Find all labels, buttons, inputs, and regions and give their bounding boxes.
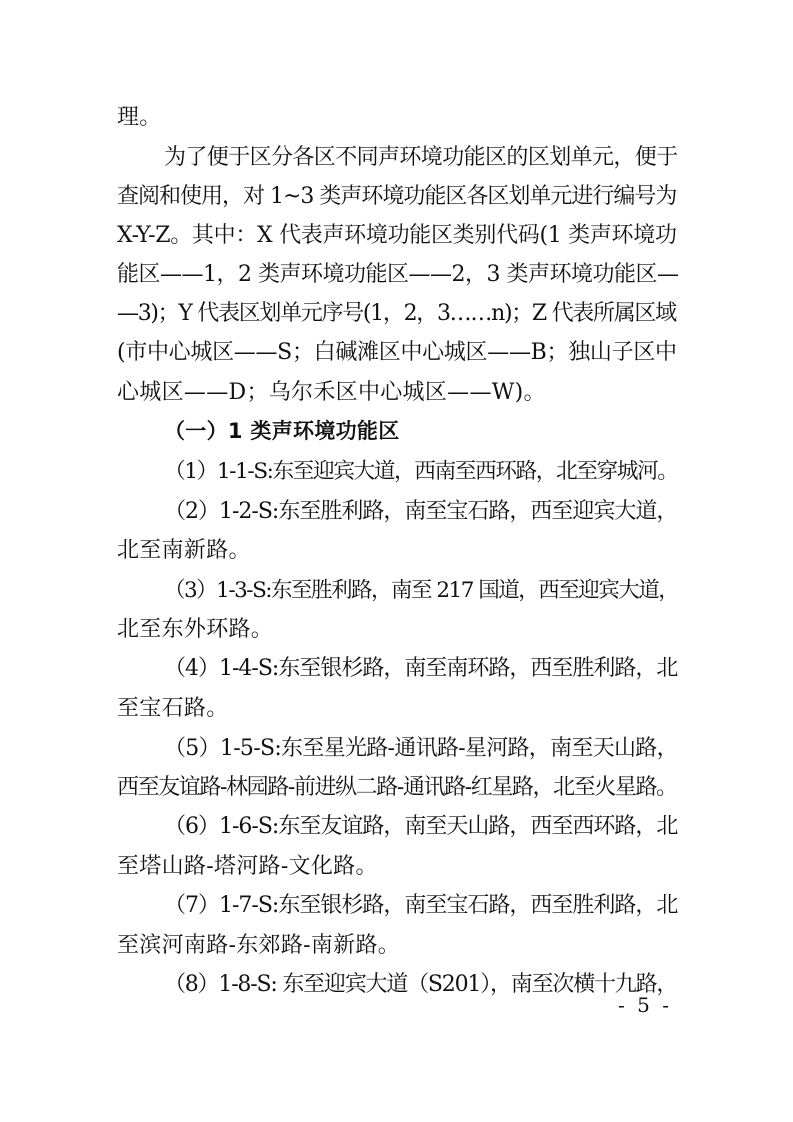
body-text-line: 能区——1，2 类声环境功能区——2，3 类声环境功能区— bbox=[117, 262, 679, 287]
body-text-line: 为了便于区分各区不同声环境功能区的区划单元，便于 bbox=[164, 145, 678, 170]
list-item-line: 西至友谊路-林园路-前进纵二路-通讯路-红星路，北至火星路。 bbox=[117, 775, 677, 800]
list-item-line: （1）1-1-S:东至迎宾大道，西南至西环路，北至穿城河。 bbox=[164, 459, 678, 484]
list-item-line: 至宝石路。 bbox=[117, 696, 229, 721]
list-item-line: （7）1-7-S:东至银杉路，南至宝石路，西至胜利路，北 bbox=[164, 893, 678, 918]
body-text-line: X-Y-Z。其中：X 代表声环境功能区类别代码(1 类声环境功 bbox=[117, 223, 677, 248]
body-text-line: 理。 bbox=[117, 105, 162, 130]
list-item-line: （3）1-3-S:东至胜利路，南至 217 国道，西至迎宾大道， bbox=[164, 578, 679, 603]
section-heading: （一）1 类声环境功能区 bbox=[164, 419, 400, 443]
list-item-line: 北至东外环路。 bbox=[117, 617, 274, 642]
list-item-line: 至塔山路-塔河路-文化路。 bbox=[117, 854, 378, 879]
list-item-line: 至滨河南路-东郊路-南新路。 bbox=[117, 933, 401, 958]
body-text-line: 查阅和使用，对 1~3 类声环境功能区各区划单元进行编号为 bbox=[117, 184, 677, 209]
list-item-line: （5）1-5-S:东至星光路-通讯路-星河路，南至天山路， bbox=[164, 736, 678, 761]
body-text-line: —3)；Y 代表区划单元序号(1，2，3……n)；Z 代表所属区域 bbox=[117, 301, 676, 326]
page-number: - 5 - bbox=[618, 993, 672, 1017]
list-item-line: （6）1-6-S:东至友谊路，南至天山路，西至西环路，北 bbox=[164, 814, 678, 839]
list-item-line: （8）1-8-S: 东至迎宾大道（S201），南至次横十九路， bbox=[164, 972, 678, 997]
list-item-line: （2）1-2-S:东至胜利路，南至宝石路，西至迎宾大道， bbox=[164, 499, 678, 524]
list-item-line: 北至南新路。 bbox=[117, 538, 251, 563]
list-item-line: （4）1-4-S:东至银杉路，南至南环路，西至胜利路，北 bbox=[164, 656, 678, 681]
body-text-line: (市中心城区——S；白碱滩区中心城区——B；独山子区中 bbox=[117, 340, 677, 365]
body-text-line: 心城区——D；乌尔禾区中心城区——W)。 bbox=[117, 380, 546, 405]
